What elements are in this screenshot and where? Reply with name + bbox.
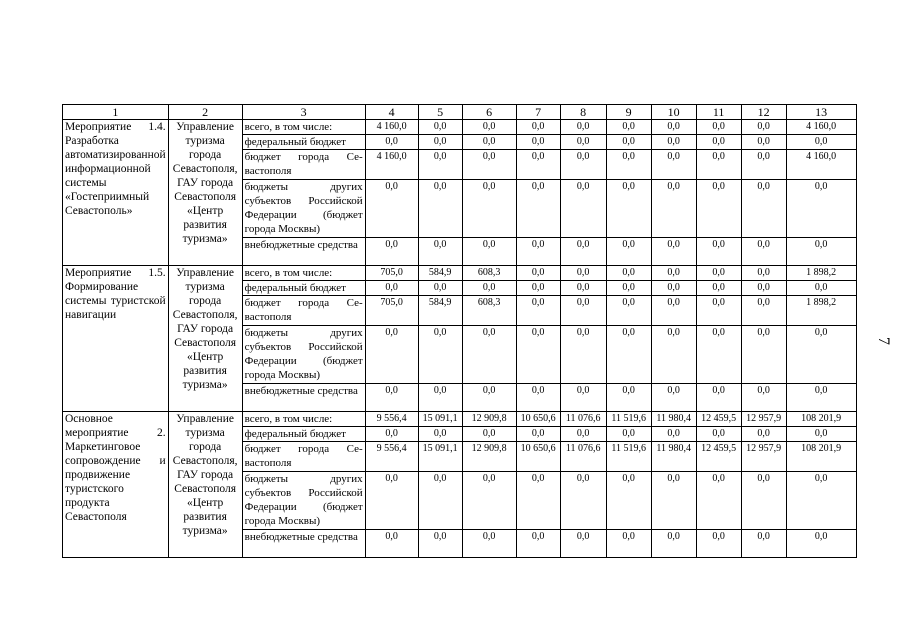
amount-cell: 0,0 [741, 530, 786, 558]
amount-cell: 0,0 [516, 384, 560, 412]
amount-cell: 0,0 [741, 281, 786, 296]
amount-cell: 0,0 [696, 427, 741, 442]
amount-cell: 11 076,6 [560, 442, 606, 472]
amount-cell: 0,0 [365, 281, 418, 296]
amount-cell: 0,0 [516, 281, 560, 296]
amount-cell: 0,0 [696, 281, 741, 296]
amount-cell: 0,0 [741, 238, 786, 266]
amount-cell: 0,0 [365, 180, 418, 238]
amount-cell: 0,0 [696, 135, 741, 150]
amount-cell: 0,0 [786, 427, 856, 442]
amount-cell: 11 980,4 [651, 412, 696, 427]
amount-cell: 0,0 [696, 120, 741, 135]
amount-cell: 12 459,5 [696, 412, 741, 427]
amount-cell: 0,0 [560, 180, 606, 238]
amount-cell: 0,0 [418, 530, 462, 558]
executor-name: Управление туризма города Севастополя, ГАУ города Севастополя «Центр развития туризма» [168, 412, 242, 558]
amount-cell: 0,0 [418, 150, 462, 180]
amount-cell: 0,0 [606, 296, 651, 326]
amount-cell: 0,0 [365, 472, 418, 530]
amount-cell: 0,0 [560, 150, 606, 180]
amount-cell: 0,0 [560, 135, 606, 150]
amount-cell: 0,0 [516, 427, 560, 442]
column-number: 9 [606, 105, 651, 120]
amount-cell: 0,0 [462, 150, 516, 180]
amount-cell: 0,0 [651, 296, 696, 326]
source-total: всего, в том числе: [242, 266, 365, 281]
amount-cell: 0,0 [696, 266, 741, 281]
amount-cell: 0,0 [560, 427, 606, 442]
amount-cell: 0,0 [741, 135, 786, 150]
amount-cell: 0,0 [516, 326, 560, 384]
amount-cell: 0,0 [741, 150, 786, 180]
amount-cell: 0,0 [651, 530, 696, 558]
amount-cell: 0,0 [651, 180, 696, 238]
amount-cell: 0,0 [606, 384, 651, 412]
amount-cell: 584,9 [418, 296, 462, 326]
column-number: 6 [462, 105, 516, 120]
amount-cell: 0,0 [606, 530, 651, 558]
source-city-budget: бюджет города Се-вастополя [242, 442, 365, 472]
amount-cell: 0,0 [606, 238, 651, 266]
amount-cell: 0,0 [418, 180, 462, 238]
amount-cell: 0,0 [786, 281, 856, 296]
amount-cell: 0,0 [606, 150, 651, 180]
amount-cell: 0,0 [696, 180, 741, 238]
amount-cell: 584,9 [418, 266, 462, 281]
source-extrabudgetary: внебюджетные средства [242, 238, 365, 266]
budget-table [62, 104, 857, 558]
source-other-regions: бюджеты других субъектов Российской Федерации (бюджет города Москвы) [242, 180, 365, 238]
amount-cell: 0,0 [651, 150, 696, 180]
amount-cell: 0,0 [462, 427, 516, 442]
amount-cell: 15 091,1 [418, 412, 462, 427]
source-total: всего, в том числе: [242, 120, 365, 135]
amount-cell: 0,0 [741, 472, 786, 530]
source-extrabudgetary: внебюджетные средства [242, 384, 365, 412]
source-other-regions: бюджеты других субъектов Российской Федерации (бюджет города Москвы) [242, 326, 365, 384]
amount-cell: 12 909,8 [462, 442, 516, 472]
amount-cell: 0,0 [651, 266, 696, 281]
amount-cell: 0,0 [786, 384, 856, 412]
amount-cell: 0,0 [696, 326, 741, 384]
amount-cell: 0,0 [462, 530, 516, 558]
amount-cell: 0,0 [462, 472, 516, 530]
amount-cell: 11 076,6 [560, 412, 606, 427]
source-federal-budget: федеральный бюджет [242, 135, 365, 150]
amount-cell: 12 459,5 [696, 442, 741, 472]
amount-cell: 0,0 [560, 384, 606, 412]
column-number: 8 [560, 105, 606, 120]
amount-cell: 0,0 [560, 266, 606, 281]
amount-cell: 0,0 [606, 120, 651, 135]
amount-cell: 0,0 [741, 120, 786, 135]
amount-cell: 11 519,6 [606, 442, 651, 472]
amount-cell: 0,0 [418, 384, 462, 412]
amount-cell: 0,0 [696, 238, 741, 266]
amount-cell: 0,0 [560, 326, 606, 384]
amount-cell: 0,0 [560, 238, 606, 266]
source-extrabudgetary: внебюджетные средства [242, 530, 365, 558]
amount-cell: 0,0 [606, 472, 651, 530]
amount-cell: 108 201,9 [786, 442, 856, 472]
table-row [63, 266, 857, 281]
amount-cell: 0,0 [786, 238, 856, 266]
amount-cell: 0,0 [651, 135, 696, 150]
column-number: 5 [418, 105, 462, 120]
amount-cell: 12 909,8 [462, 412, 516, 427]
amount-cell: 0,0 [606, 326, 651, 384]
source-other-regions: бюджеты других субъектов Российской Федерации (бюджет города Москвы) [242, 472, 365, 530]
amount-cell: 0,0 [418, 472, 462, 530]
amount-cell: 0,0 [516, 266, 560, 281]
amount-cell: 0,0 [462, 281, 516, 296]
amount-cell: 0,0 [516, 238, 560, 266]
amount-cell: 0,0 [651, 472, 696, 530]
amount-cell: 0,0 [741, 384, 786, 412]
amount-cell: 0,0 [606, 427, 651, 442]
column-number: 2 [168, 105, 242, 120]
amount-cell: 0,0 [651, 120, 696, 135]
measure-name: Мероприятие 1.4. Разработка автоматизированной информационной системы «Гостеприимный Севастополь» [63, 120, 169, 266]
amount-cell: 0,0 [516, 180, 560, 238]
amount-cell: 9 556,4 [365, 442, 418, 472]
amount-cell: 0,0 [606, 135, 651, 150]
amount-cell: 0,0 [786, 180, 856, 238]
measure-name: Мероприятие 1.5. Формирование системы туристской навигации [63, 266, 169, 412]
executor-name: Управление туризма города Севастополя, ГАУ города Севастополя «Центр развития туризма» [168, 266, 242, 412]
amount-cell: 0,0 [365, 135, 418, 150]
amount-cell: 0,0 [418, 326, 462, 384]
amount-cell: 0,0 [606, 180, 651, 238]
amount-cell: 0,0 [418, 281, 462, 296]
amount-cell: 0,0 [462, 135, 516, 150]
amount-cell: 0,0 [365, 427, 418, 442]
amount-cell: 0,0 [516, 120, 560, 135]
amount-cell: 0,0 [786, 530, 856, 558]
amount-cell: 608,3 [462, 266, 516, 281]
column-number: 7 [516, 105, 560, 120]
amount-cell: 0,0 [365, 326, 418, 384]
amount-cell: 0,0 [462, 384, 516, 412]
column-number-row [63, 105, 857, 120]
amount-cell: 108 201,9 [786, 412, 856, 427]
source-city-budget: бюджет города Се-вастополя [242, 150, 365, 180]
amount-cell: 0,0 [418, 120, 462, 135]
amount-cell: 705,0 [365, 296, 418, 326]
table-row [63, 412, 857, 427]
amount-cell: 12 957,9 [741, 442, 786, 472]
amount-cell: 0,0 [651, 238, 696, 266]
amount-cell: 0,0 [560, 296, 606, 326]
amount-cell: 0,0 [741, 266, 786, 281]
amount-cell: 0,0 [651, 427, 696, 442]
column-number: 3 [242, 105, 365, 120]
amount-cell: 0,0 [651, 326, 696, 384]
amount-cell: 10 650,6 [516, 412, 560, 427]
amount-cell: 15 091,1 [418, 442, 462, 472]
amount-cell: 0,0 [741, 427, 786, 442]
column-number: 11 [696, 105, 741, 120]
source-federal-budget: федеральный бюджет [242, 281, 365, 296]
amount-cell: 0,0 [516, 296, 560, 326]
amount-cell: 0,0 [560, 530, 606, 558]
amount-cell: 0,0 [696, 472, 741, 530]
source-city-budget: бюджет города Се-вастополя [242, 296, 365, 326]
amount-cell: 705,0 [365, 266, 418, 281]
amount-cell: 0,0 [651, 281, 696, 296]
amount-cell: 4 160,0 [365, 120, 418, 135]
amount-cell: 11 519,6 [606, 412, 651, 427]
amount-cell: 0,0 [560, 281, 606, 296]
amount-cell: 0,0 [418, 135, 462, 150]
amount-cell: 4 160,0 [365, 150, 418, 180]
column-number: 1 [63, 105, 169, 120]
amount-cell: 0,0 [741, 296, 786, 326]
source-total: всего, в том числе: [242, 412, 365, 427]
page-number: 7 [875, 337, 892, 345]
amount-cell: 0,0 [696, 296, 741, 326]
amount-cell: 0,0 [651, 384, 696, 412]
amount-cell: 12 957,9 [741, 412, 786, 427]
amount-cell: 0,0 [516, 530, 560, 558]
amount-cell: 4 160,0 [786, 150, 856, 180]
amount-cell: 0,0 [560, 472, 606, 530]
amount-cell: 0,0 [462, 238, 516, 266]
amount-cell: 10 650,6 [516, 442, 560, 472]
amount-cell: 0,0 [606, 266, 651, 281]
amount-cell: 1 898,2 [786, 296, 856, 326]
column-number: 10 [651, 105, 696, 120]
amount-cell: 0,0 [696, 384, 741, 412]
table-row [63, 120, 857, 135]
amount-cell: 0,0 [418, 427, 462, 442]
amount-cell: 0,0 [741, 326, 786, 384]
amount-cell: 9 556,4 [365, 412, 418, 427]
amount-cell: 0,0 [365, 238, 418, 266]
measure-name: Основное мероприятие 2. Маркетинговое сопровождение и продвижение туристского продукта Севастополя [63, 412, 169, 558]
amount-cell: 0,0 [606, 281, 651, 296]
amount-cell: 0,0 [786, 472, 856, 530]
amount-cell: 4 160,0 [786, 120, 856, 135]
amount-cell: 0,0 [516, 150, 560, 180]
source-federal-budget: федеральный бюджет [242, 427, 365, 442]
amount-cell: 0,0 [741, 180, 786, 238]
amount-cell: 0,0 [365, 384, 418, 412]
amount-cell: 0,0 [462, 120, 516, 135]
amount-cell: 0,0 [462, 326, 516, 384]
column-number: 13 [786, 105, 856, 120]
amount-cell: 0,0 [560, 120, 606, 135]
amount-cell: 608,3 [462, 296, 516, 326]
amount-cell: 11 980,4 [651, 442, 696, 472]
amount-cell: 0,0 [418, 238, 462, 266]
amount-cell: 0,0 [696, 530, 741, 558]
amount-cell: 0,0 [786, 326, 856, 384]
column-number: 4 [365, 105, 418, 120]
amount-cell: 0,0 [365, 530, 418, 558]
amount-cell: 0,0 [462, 180, 516, 238]
amount-cell: 0,0 [516, 135, 560, 150]
amount-cell: 0,0 [696, 150, 741, 180]
amount-cell: 0,0 [786, 135, 856, 150]
budget-table-page [62, 104, 857, 558]
amount-cell: 0,0 [516, 472, 560, 530]
amount-cell: 1 898,2 [786, 266, 856, 281]
column-number: 12 [741, 105, 786, 120]
executor-name: Управление туризма города Севастополя, ГАУ города Севастополя «Центр развития туризма» [168, 120, 242, 266]
